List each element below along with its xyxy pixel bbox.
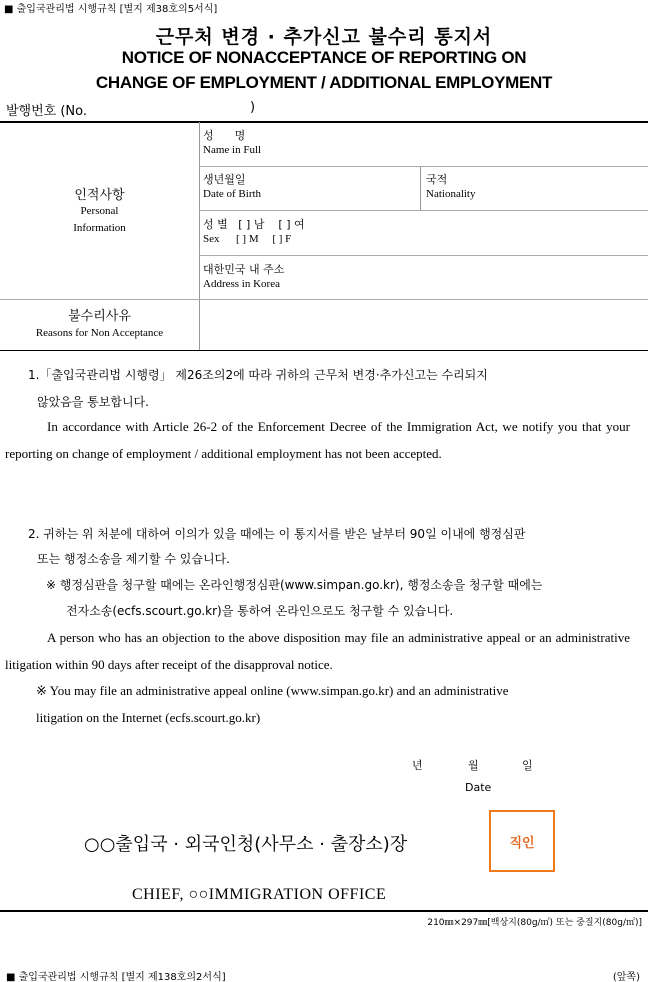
date-day-label: 일 bbox=[522, 759, 533, 772]
paragraph-2-note-ko-line1: ※ 행정심판을 청구할 때에는 온라인행정심판(www.simpan.go.kr), 행정소송을 청구할 때에는 bbox=[46, 578, 543, 592]
paragraph-2-en-note-line2: litigation on the Internet (ecfs.scourt.go.kr) bbox=[36, 710, 261, 725]
paragraph-2-en: A person who has an objection to the above disposition may file an administrative appeal or an administrative litigation within 90 days after receipt of the disapproval notice. bbox=[5, 630, 630, 672]
issue-number-close: ) bbox=[250, 100, 256, 115]
sex-options-en[interactable]: Sex [ ] M [ ] F bbox=[203, 233, 292, 245]
address-label-en: Address in Korea bbox=[203, 278, 280, 290]
title-english-line2: CHANGE OF EMPLOYMENT / ADDITIONAL EMPLOYMENT bbox=[95, 73, 553, 92]
dob-nationality-divider bbox=[420, 167, 421, 210]
dob-label-ko: 생년월일 bbox=[203, 173, 246, 186]
next-form-reference: ■ 출입국관리법 시행규칙 [별지 제138호의2서식] bbox=[6, 972, 226, 982]
paragraph-1-ko-line1: 1.「출입국관리법 시행령」 제26조의2에 따라 귀하의 근무처 변경·추가신고는 수리되지 bbox=[28, 368, 488, 382]
row-divider bbox=[199, 166, 648, 167]
page-side-label: (앞쪽) bbox=[612, 972, 640, 982]
sex-options-ko[interactable]: 성 별 [ ] 남 [ ] 여 bbox=[203, 218, 305, 231]
row-divider bbox=[199, 210, 648, 211]
issue-number-label: 발행번호 (No. bbox=[6, 104, 88, 119]
name-label-en: Name in Full bbox=[203, 144, 262, 156]
paragraph-1-ko-line2: 않았음을 통보합니다. bbox=[37, 395, 149, 409]
nationality-label-en: Nationality bbox=[426, 188, 476, 200]
paragraph-2-ko-line2: 또는 행정소송을 제기할 수 있습니다. bbox=[37, 552, 230, 566]
nationality-label-ko: 국적 bbox=[426, 173, 448, 186]
reasons-label-en: Reasons for Non Acceptance bbox=[35, 327, 164, 339]
row-divider bbox=[199, 255, 648, 256]
personal-info-label-en1: Personal bbox=[80, 205, 119, 217]
personal-info-label-ko: 인적사항 bbox=[74, 188, 125, 203]
title-english-line1: NOTICE OF NONACCEPTANCE OF REPORTING ON bbox=[121, 48, 527, 67]
office-name-en: CHIEF, ○○IMMIGRATION OFFICE bbox=[132, 886, 387, 903]
personal-info-label-en2: Information bbox=[73, 222, 126, 234]
paragraph-2-ko-line1: 2. 귀하는 위 처분에 대하여 이의가 있을 때에는 이 통지서를 받은 날부터 90일 이내에 행정심판 bbox=[28, 527, 526, 541]
row-divider bbox=[0, 299, 648, 300]
table-divider-vertical bbox=[199, 122, 200, 350]
date-month-label: 월 bbox=[468, 759, 479, 772]
address-label-ko: 대한민국 내 주소 bbox=[203, 263, 285, 276]
reasons-label-ko: 불수리사유 bbox=[68, 309, 131, 324]
bottom-border bbox=[0, 910, 648, 912]
paragraph-2-en-note-line1: ※ You may file an administrative appeal online (www.simpan.go.kr) and an administrative bbox=[36, 683, 509, 698]
date-label-en: Date bbox=[465, 781, 492, 794]
paragraph-2-note-ko-line2: 전자소송(ecfs.scourt.go.kr)을 통하여 온라인으로도 청구할 수 있습니다. bbox=[66, 604, 454, 618]
table-top-border bbox=[0, 121, 648, 123]
official-seal: 직인 bbox=[489, 810, 555, 872]
paragraph-1-en: In accordance with Article 26-2 of the Enforcement Decree of the Immigration Act, we notify you that your reporting on change of employment / additional employment has not been accepted. bbox=[5, 419, 630, 461]
office-name-ko: ○○출입국 · 외국인청(사무소 · 출장소)장 bbox=[84, 834, 408, 855]
date-year-label: 년 bbox=[412, 759, 423, 772]
table-bottom-border bbox=[0, 350, 648, 351]
paper-spec: 210㎜×297㎜[백상지(80g/㎡) 또는 중질지(80g/㎡)] bbox=[427, 918, 642, 928]
form-reference: ■ 출입국관리법 시행규칙 [별지 제38호의5서식] bbox=[4, 4, 218, 15]
name-label-ko: 성 명 bbox=[203, 129, 246, 142]
dob-label-en: Date of Birth bbox=[203, 188, 262, 200]
title-korean: 근무처 변경 · 추가신고 불수리 통지서 bbox=[155, 26, 493, 48]
